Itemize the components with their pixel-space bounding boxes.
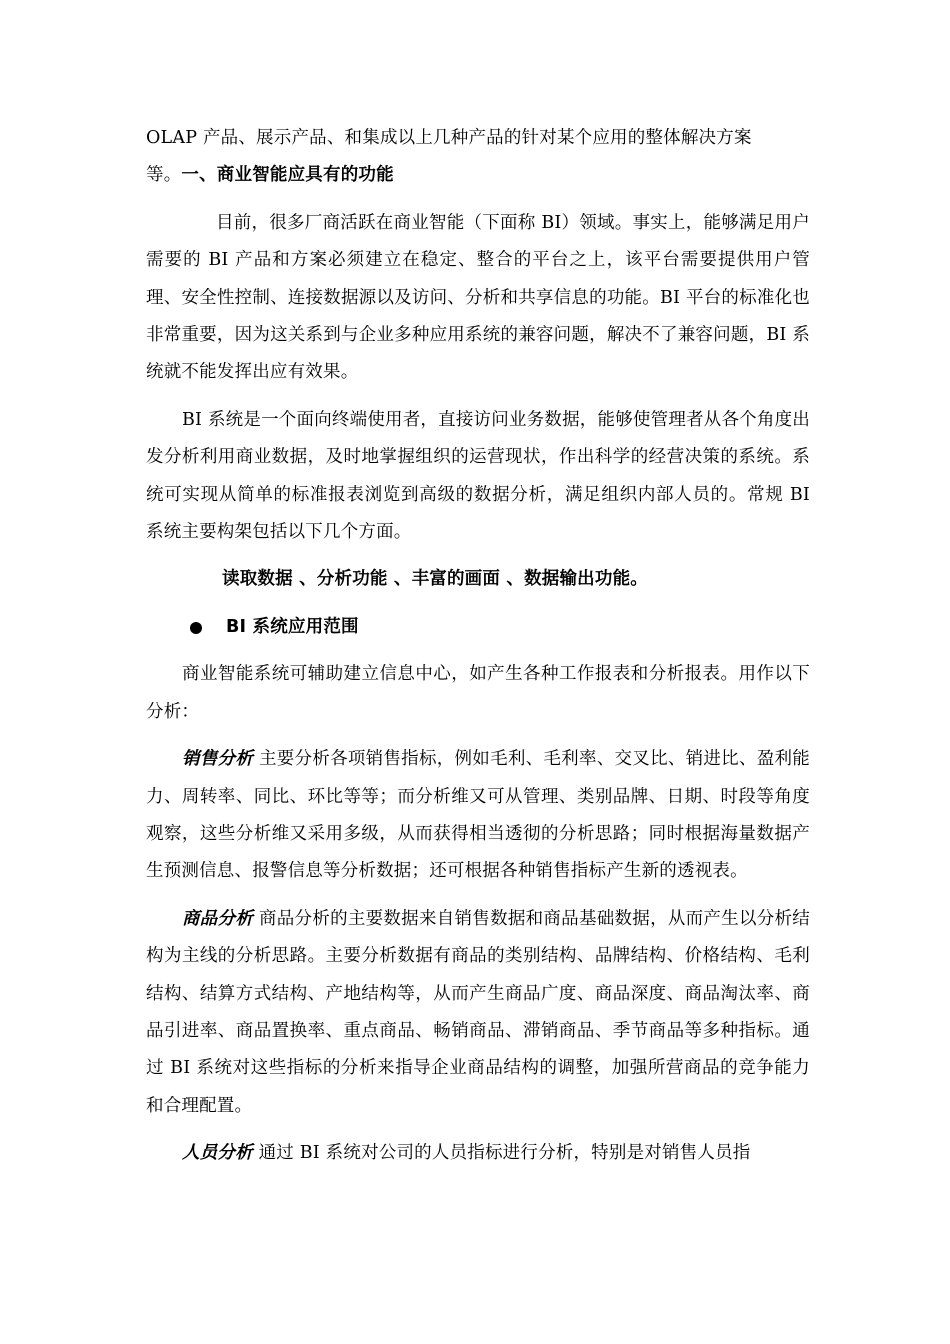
staff-analysis-term: 人员分析 bbox=[182, 1143, 253, 1164]
intro-line-1: OLAP 产品、展示产品、和集成以上几种产品的针对某个应用的整体解决方案 bbox=[146, 128, 752, 148]
document-body bbox=[146, 120, 810, 1173]
paragraph-bi-system: BI 系统是一个面向终端使用者，直接访问业务数据，能够使管理者从各个角度出发分析利用商业数据，及时地掌握组织的运营现状，作出科学的经营决策的系统。系统可实现从简单的标准报表浏览到高级的数据分析，满足组织内部人员的。常规 BI 系统主要构架包括以下几个方面。 bbox=[146, 409, 810, 543]
sales-analysis-text: 主要分析各项销售指标，例如毛利、毛利率、交叉比、销进比、盈利能力、周转率、同比、环比等等；而分析维又可从管理、类别品牌、日期、时段等角度观察，这些分析维又采用多级，从而获得相当透彻的分析思路；同时根据海量数据产生预测信息、报警信息等分析数据；还可根据各种销售指标产生新的透视表。 bbox=[146, 749, 810, 882]
paragraph-staff-analysis bbox=[146, 1135, 810, 1172]
intro-paragraph bbox=[146, 120, 810, 195]
bullet-dot-icon bbox=[190, 622, 202, 634]
bullet-item bbox=[146, 609, 810, 646]
paragraph-bi-usage: 商业智能系统可辅助建立信息中心，如产生各种工作报表和分析报表。用作以下分析： bbox=[146, 664, 810, 722]
section-heading: 一、商业智能应具有的功能 bbox=[181, 165, 394, 186]
intro-line-2-prefix: 等。 bbox=[146, 165, 182, 186]
staff-analysis-text: 通过 BI 系统对公司的人员指标进行分析，特别是对销售人员指 bbox=[252, 1143, 751, 1164]
goods-analysis-term: 商品分析 bbox=[182, 908, 254, 929]
bullet-heading: BI 系统应用范围 bbox=[226, 616, 359, 637]
features-line: 读取数据 、分析功能 、丰富的画面 、数据输出功能。 bbox=[222, 569, 648, 590]
paragraph-goods-analysis bbox=[146, 901, 810, 1125]
paragraph-bi-platform: 目前，很多厂商活跃在商业智能（下面称 BI）领域。事实上，能够满足用户需要的 BI 产品和方案必须建立在稳定、整合的平台之上，该平台需要提供用户管理、安全性控制、连接数据源以及访问、分析和共享信息的功能。BI 平台的标准化也非常重要，因为这关系到与企业多种应用系统的兼容问题，解决不了兼容问题，BI 系统就不能发挥出应有效果。 bbox=[146, 212, 810, 383]
goods-analysis-text: 商品分析的主要数据来自销售数据和商品基础数据，从而产生以分析结构为主线的分析思路。主要分析数据有商品的类别结构、品牌结构、价格结构、毛利结构、结算方式结构、产地结构等，从而产生商品广度、商品深度、商品淘汰率、商品引进率、商品置换率、重点商品、畅销商品、滞销商品、季节商品等多种指标。通过 BI 系统对这些指标的分析来指导企业商品结构的调整，加强所营商品的竞争能力和合理配置。 bbox=[146, 908, 810, 1116]
sales-analysis-term: 销售分析 bbox=[182, 749, 254, 770]
paragraph-sales-analysis bbox=[146, 741, 810, 891]
